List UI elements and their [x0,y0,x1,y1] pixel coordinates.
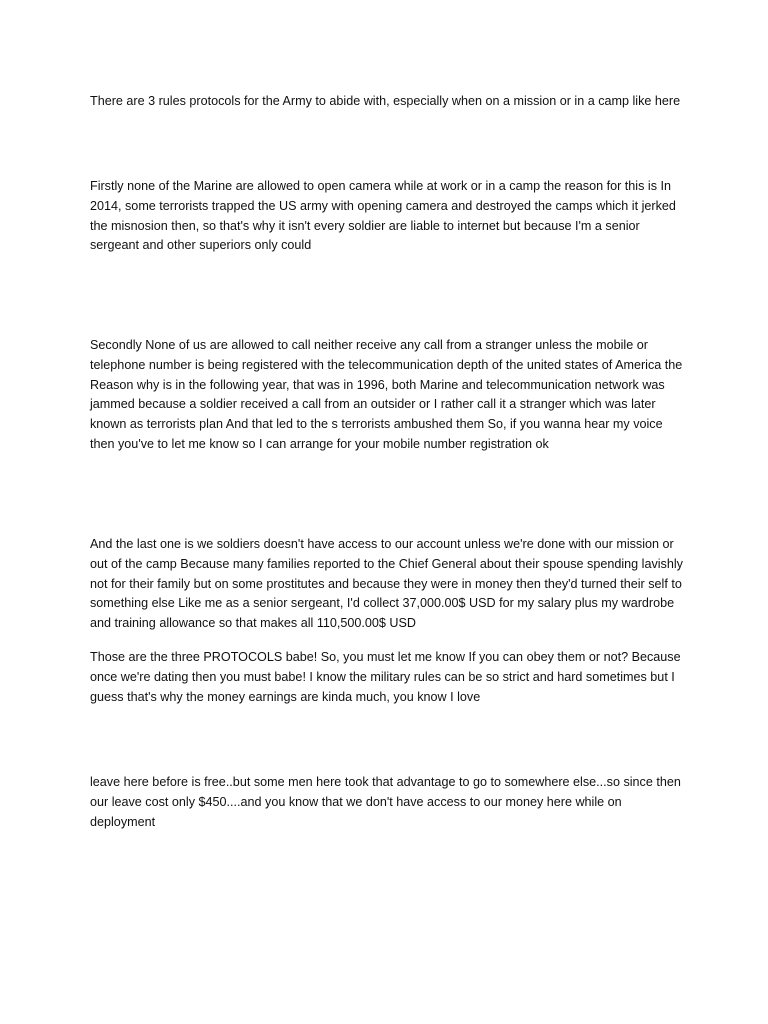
paragraph-leave-cost: leave here before is free..but some men here took that advantage to go to somewhere else...so since then our leave cost only $450....and you know that we don't have access to our money here while on deployment [90,775,681,829]
paragraph-rule-three: And the last one is we soldiers doesn't have access to our account unless we're done with our mission or out of the camp Because many families reported to the Chief General about their spouse spending lavishly not for their family but on some prostitutes and because they were in money then they'd turned their self to something else Like me as a senior sergeant, I'd collect 37,000.00$ USD for my salary plus my wardrobe and training allowance so that makes all 110,500.00$ USD [90,537,683,631]
paragraph-rule-one: Firstly none of the Marine are allowed to open camera while at work or in a camp the reason for this is In 2014, some terrorists trapped the US army with opening camera and destroyed the camps which it jerked the misnosion then, so that's why it isn't every soldier are liable to internet but because I'm a senior sergeant and other superiors only could [90,179,676,253]
paragraph-protocols-summary: Those are the three PROTOCOLS babe! So, you must let me know If you can obey them or not? Because once we're dating then you must babe! I know the military rules can be so strict and hard sometimes but I guess that's why the money earnings are kinda much, you know I love [90,650,681,704]
paragraph-rule-two: Secondly None of us are allowed to call neither receive any call from a stranger unless the mobile or telephone number is being registered with the telecommunication depth of the united states of America the Reason why is in the following year, that was in 1996, both Marine and telecommunication network was jammed because a soldier received a call from an outsider or I rather call it a stranger which was later known as terrorists plan And that led to the s terrorists ambushed them So, if you wanna hear my voice then you've to let me know so I can arrange for your mobile number registration ok [90,338,683,451]
paragraph-intro: There are 3 rules protocols for the Army to abide with, especially when on a mission or in a camp like here [90,94,681,108]
